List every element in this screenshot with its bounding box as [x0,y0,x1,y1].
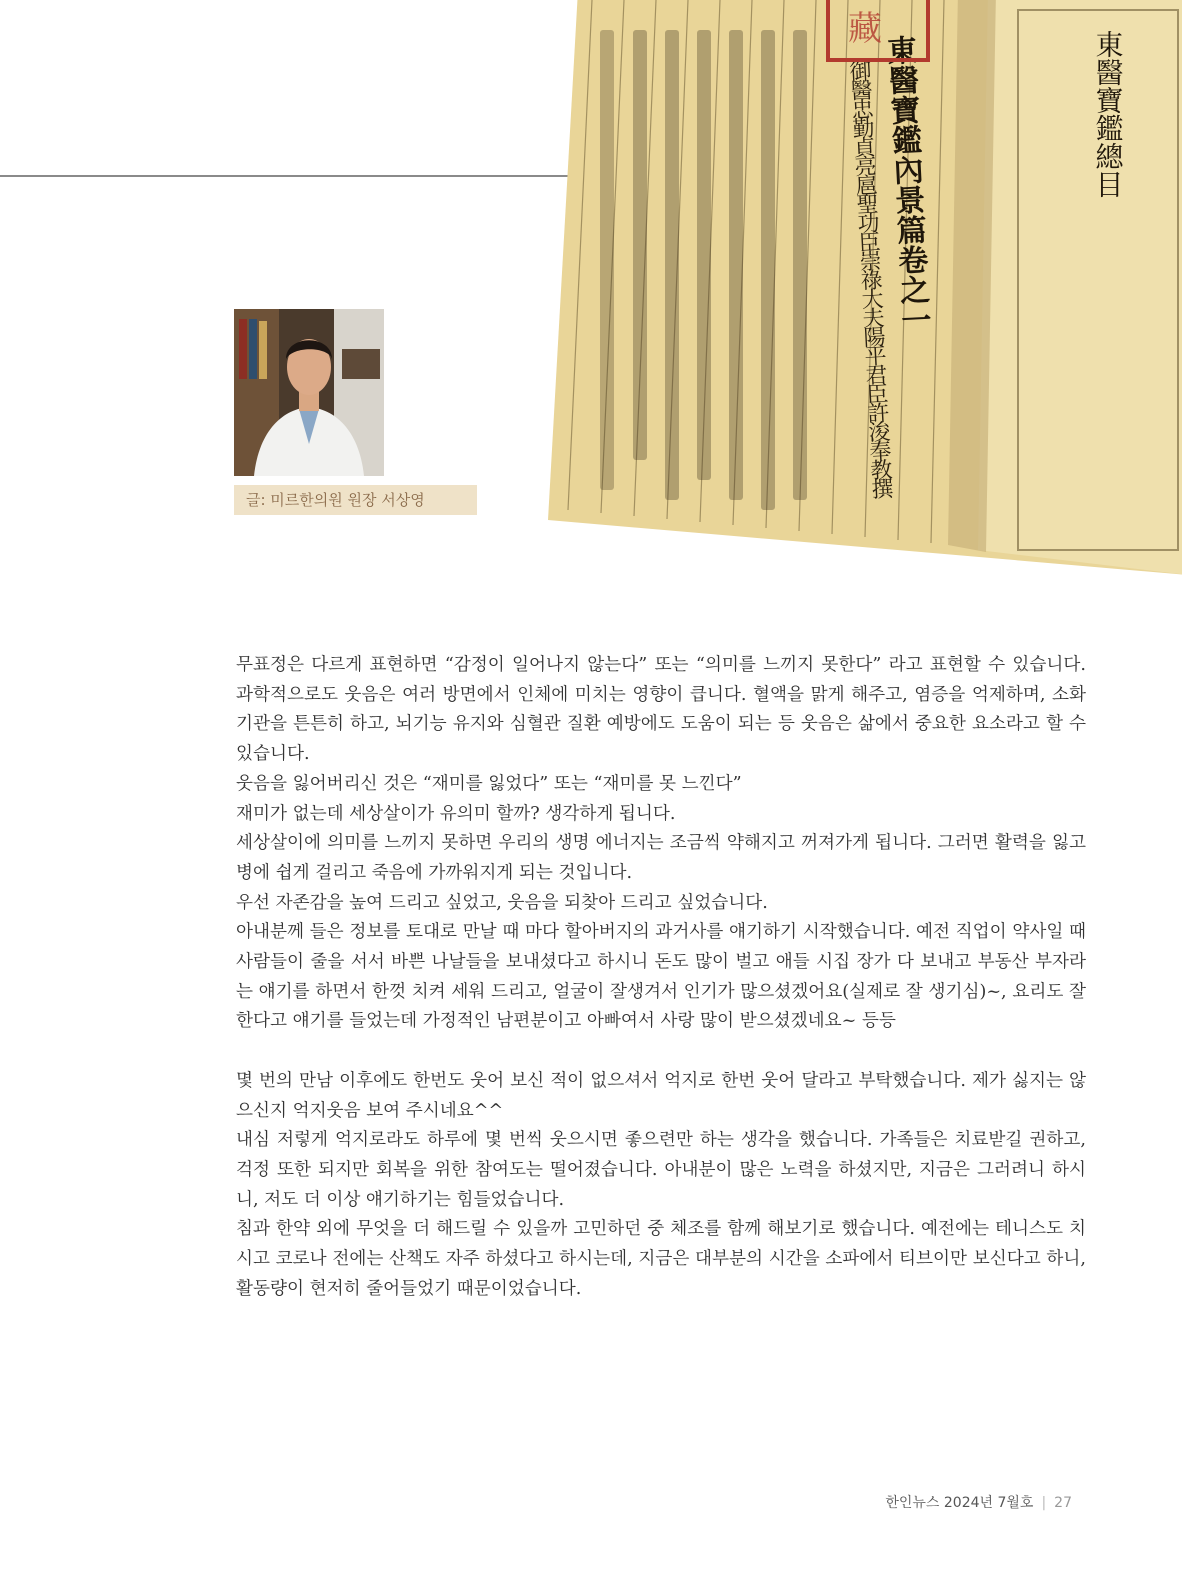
article-paragraph: 내심 저렇게 억지로라도 하루에 몇 번씩 웃으시면 좋으련만 하는 생각을 했습니다. 가족들은 치료받길 권하고, 걱정 또한 되지만 회복을 위한 참여도는 떨어졌습니다. 아내분이 많은 노력을 하셨지만, 지금은 그러려니 하시니, 저도 더 이상 얘기하기는 힘들었습니다. [236,1130,1086,1210]
article-paragraph: 우선 자존감을 높여 드리고 싶었고, 웃음을 되찾아 드리고 싶었습니다. [236,892,768,913]
article-body [236,651,1086,1304]
book-title-left: 東醫寶鑑內景篇卷之一 [880,34,932,336]
article-paragraph: 침과 한약 외에 무엇을 더 해드릴 수 있을까 고민하던 중 체조를 함께 해보기로 했습니다. 예전에는 테니스도 치시고 코로나 전에는 산책도 자주 하셨다고 하시는데, 지금은 대부분의 시간을 소파에서 티브이만 보신다고 하니, 활동량이 현저히 줄어들었기 때문이었습니다. [236,1219,1086,1299]
book-title-right: 東醫寶鑑總目 [1091,30,1125,198]
article-paragraph: 몇 번의 만남 이후에도 한번도 웃어 보신 적이 없으셔서 억지로 한번 웃어 달라고 부탁했습니다. 제가 싫지는 않으신지 억지웃음 보여 주시네요^^ [236,1070,1086,1121]
book-page-right [978,0,1182,575]
page-footer [885,1492,1072,1512]
article-paragraph: 무표정은 다르게 표현하면 “감정이 일어나지 않는다” 또는 “의미를 느끼지 못한다” 라고 표현할 수 있습니다. 과학적으로도 웃음은 여러 방면에서 인체에 미치는 영향이 큽니다. 혈액을 맑게 해주고, 염증을 억제하며, 소화기관을 튼튼히 하고, 뇌기능 유지와 심혈관 질환 예방에도 도움이 되는 등 웃음은 삶에서 중요한 요소라고 할 수 있습니다. [236,655,1086,765]
publication-name: 한인뉴스 2024년 7월호 [885,1495,1034,1511]
author-portrait-photo [234,309,384,476]
page-number: 27 [1054,1495,1072,1511]
book-author-line: 御醫忠勤貞亮扈聖功臣崇祿大夫陽平君臣許浚奉教撰 [845,59,894,501]
article-paragraph: 웃음을 잃어버리신 것은 “재미를 잃었다” 또는 “재미를 못 느낀다” [236,773,742,794]
author-caption: 글: 미르한의원 원장 서상영 [234,485,477,515]
article-paragraph: 아내분께 들은 정보를 토대로 만날 때 마다 할아버지의 과거사를 얘기하기 시작했습니다. 예전 직업이 약사일 때 사람들이 줄을 서서 바쁜 나날들을 보내셨다고 하시니 돈도 많이 벌고 애들 시집 장가 다 보내고 부동산 부자라는 얘기를 하면서 한껏 치켜 세워 드리고, 얼굴이 잘생겨서 인기가 많으셨겠어요(실제로 잘 생기심)~, 요리도 잘 한다고 얘기를 들었는데 가정적인 남편분이고 아빠여서 사랑 많이 받으셨겠네요~ 등등 [236,922,1086,1032]
article-paragraph: 세상살이에 의미를 느끼지 못하면 우리의 생명 에너지는 조금씩 약해지고 꺼져가게 됩니다. 그러면 활력을 잃고 병에 쉽게 걸리고 죽음에 가까워지게 되는 것입니다. [236,833,1086,883]
paragraph-spacer [236,1037,1086,1067]
header-divider-line [0,175,568,177]
article-paragraph: 재미가 없는데 세상살이가 유의미 할까? 생각하게 됩니다. [236,803,676,824]
book-seal-text: 藏 [848,9,882,49]
donguibogam-book-photo [548,0,1182,575]
footer-separator: | [1041,1495,1047,1511]
